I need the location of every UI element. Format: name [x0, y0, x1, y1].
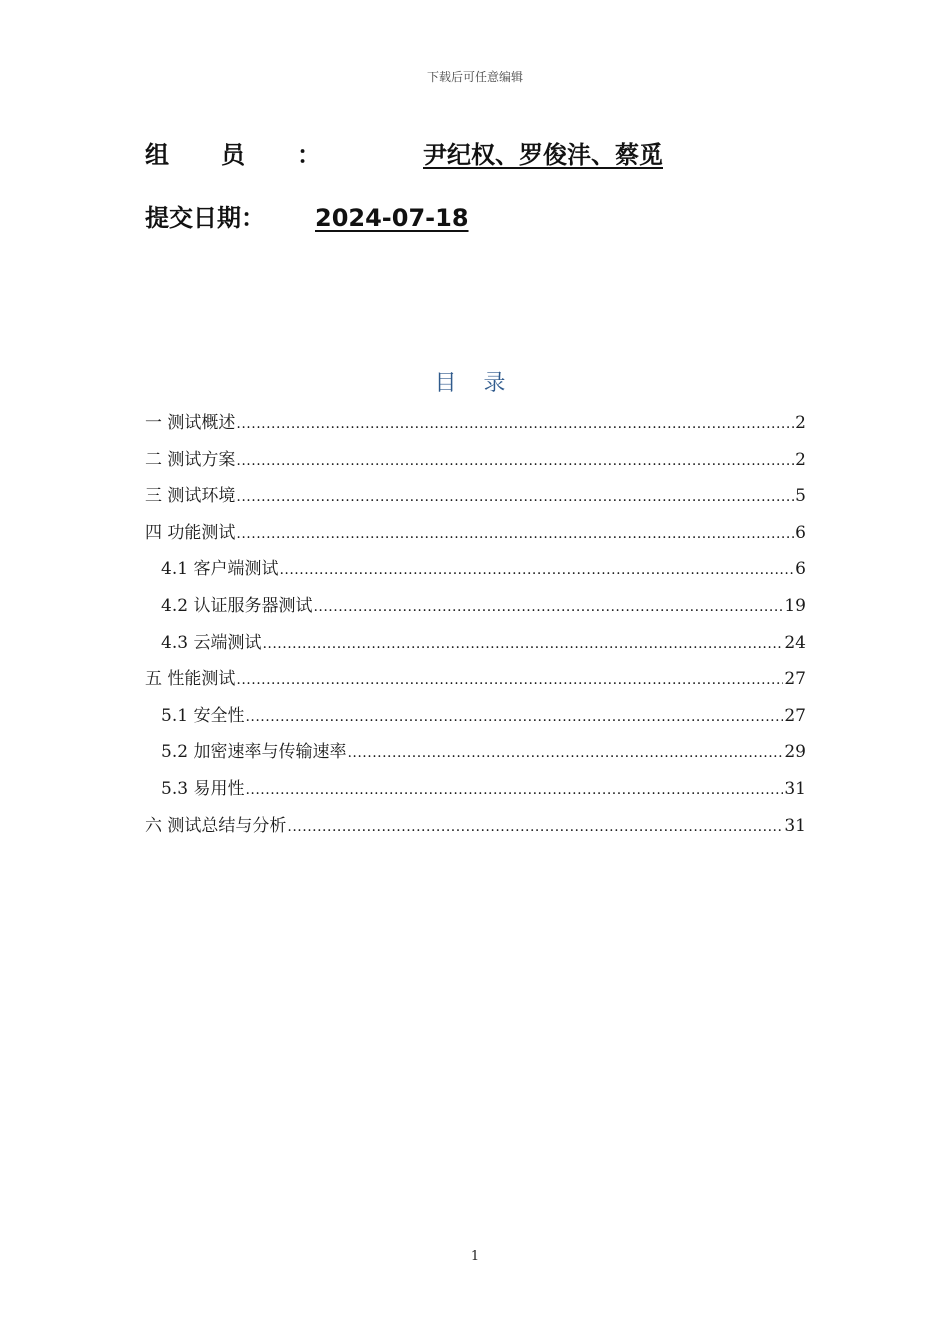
toc-subentry[interactable] [145, 701, 806, 738]
members-value: 尹纪权、罗俊沣、蔡觅 [423, 141, 663, 169]
toc-entry-label: 4.2 认证服务器测试 [161, 595, 313, 616]
toc-entry-page: 27 [784, 705, 806, 726]
toc-entry-page: 2 [795, 449, 806, 470]
toc-entry[interactable] [145, 408, 806, 445]
toc-leader-dots [279, 562, 794, 578]
toc-leader-dots [287, 819, 783, 835]
date-row [145, 198, 469, 233]
toc-subentry[interactable] [145, 737, 806, 774]
toc-entry-page: 31 [784, 815, 806, 836]
toc-entry-label: 一 测试概述 [145, 413, 236, 433]
toc-subentry[interactable] [145, 554, 806, 591]
toc-entry-label: 三 测试环境 [145, 486, 236, 507]
toc-entry[interactable] [145, 445, 806, 482]
toc-entry[interactable] [145, 664, 806, 701]
date-label: 提交日期： [145, 204, 265, 232]
toc-entry-page: 6 [795, 522, 806, 543]
toc-entry-label: 5.1 安全性 [161, 705, 245, 726]
toc-entry-page: 24 [784, 632, 806, 653]
page-number: 1 [470, 1249, 480, 1264]
toc-subentry[interactable] [145, 591, 806, 628]
toc-entry-label: 5.3 易用性 [161, 778, 245, 799]
toc-leader-dots [236, 526, 794, 542]
header-note: 下载后可任意编辑 [426, 70, 523, 84]
toc-leader-dots [236, 489, 794, 505]
toc-entry[interactable] [145, 518, 806, 555]
toc-leader-dots [262, 636, 783, 652]
toc-subentry[interactable] [145, 774, 806, 811]
toc-leader-dots [245, 782, 783, 798]
toc-entry-page: 5 [795, 486, 806, 507]
toc-entry[interactable] [145, 481, 806, 518]
toc-subentry[interactable] [145, 628, 806, 665]
toc-entry-label: 5.2 加密速率与传输速率 [161, 742, 347, 763]
toc-entry-label: 六 测试总结与分析 [145, 815, 287, 836]
toc-entry-page: 19 [784, 595, 806, 616]
toc-entry-page: 27 [784, 669, 806, 690]
toc-entry-page: 29 [784, 742, 806, 763]
toc-entry-label: 4.1 客户端测试 [161, 559, 279, 580]
toc-leader-dots [236, 453, 794, 469]
toc-entry-page: 31 [784, 778, 806, 799]
toc-entry-label: 四 功能测试 [145, 522, 236, 543]
toc-title: 目 录 [434, 371, 516, 396]
toc-entry-label: 二 测试方案 [145, 449, 236, 470]
toc-entry[interactable] [145, 811, 806, 848]
date-value: 2024-07-18 [315, 204, 469, 232]
toc-entry-label: 五 性能测试 [145, 669, 236, 690]
members-label: 组员： [145, 141, 373, 169]
toc-entry-page: 2 [795, 413, 806, 433]
toc-leader-dots [236, 416, 794, 432]
toc-entry-page: 6 [795, 559, 806, 580]
toc-leader-dots [347, 745, 783, 761]
toc-entry-label: 4.3 云端测试 [161, 632, 262, 653]
members-row [145, 135, 663, 170]
toc-leader-dots [313, 599, 783, 615]
toc-leader-dots [245, 709, 783, 725]
table-of-contents [145, 408, 806, 847]
toc-leader-dots [236, 672, 783, 688]
